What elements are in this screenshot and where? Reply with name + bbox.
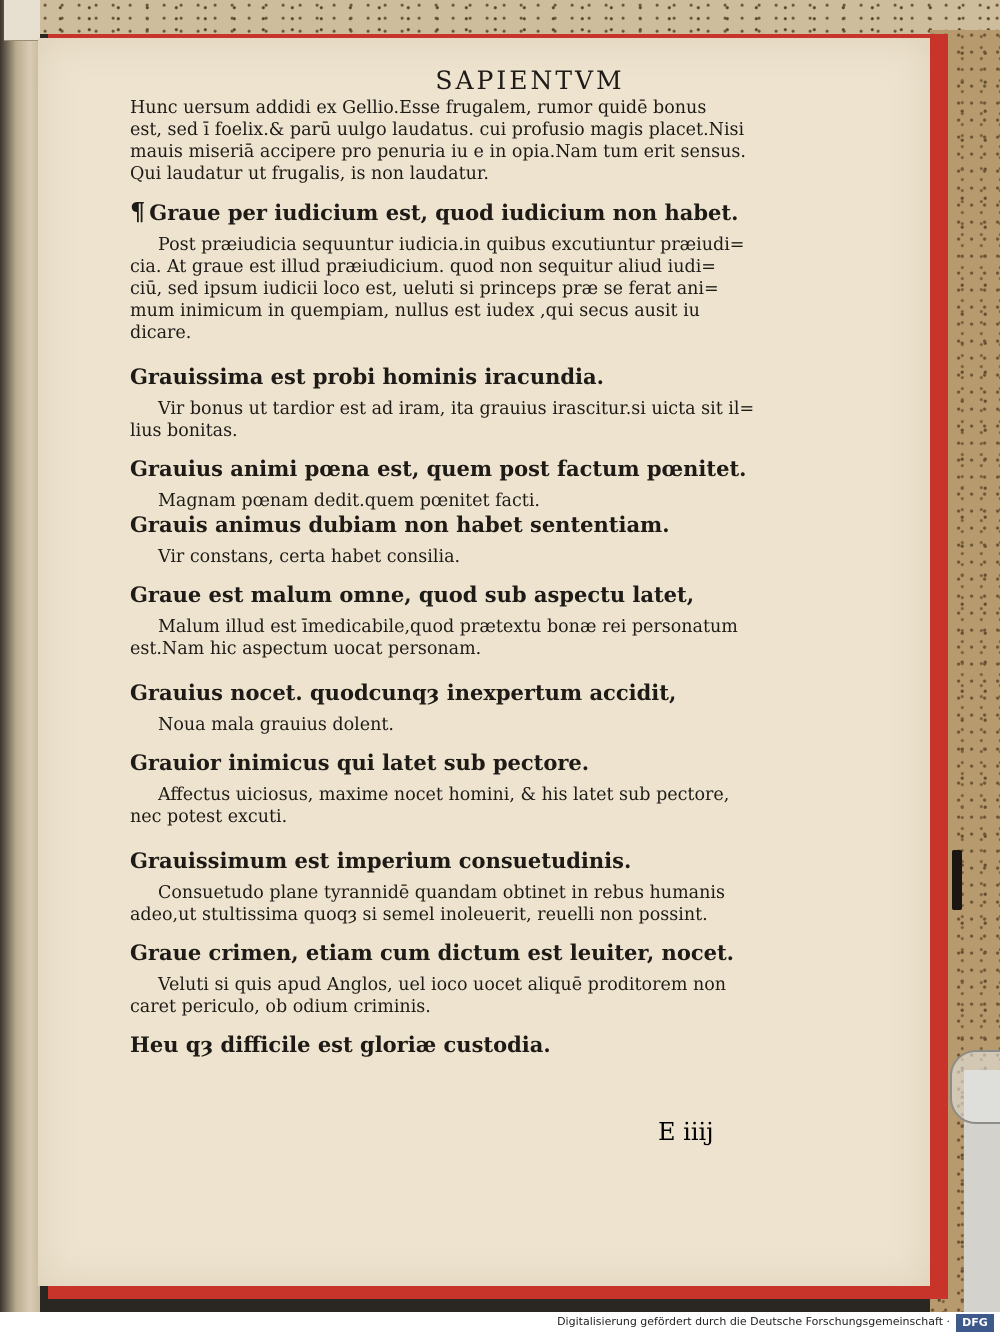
explanation-line: Consuetudo plane tyrannidē quandam obtinet in rebus humanis [158,883,725,903]
explanation-line: adeo,ut stultissima quoqȝ si semel inoleuerit, reuelli non possint. [130,905,708,925]
maxim-heading: Grauis animus dubiam non habet sententiam. [130,512,670,537]
running-head: SAPIENTVM [435,66,625,95]
explanation-line: Magnam pœnam dedit.quem pœnitet facti. [158,491,540,511]
intro-line: Hunc uersum addidi ex Gellio.Esse frugalem, rumor quidē bonus [130,98,707,118]
explanation-line: caret periculo, ob odium criminis. [130,997,431,1017]
maxim-heading: Grauius nocet. quodcunqȝ inexpertum accidit, [130,680,677,705]
intro-line: est, sed ī foelix.& parū uulgo laudatus. cui profusio magis placet.Nisi [130,120,745,140]
intro-line: Qui laudatur ut frugalis, is non laudatur. [130,164,489,184]
intro-line: mauis miseriā accipere pro penuria iu e in opia.Nam tum erit sensus. [130,142,746,162]
maxim-heading: Grauius animi pœna est, quem post factum pœnitet. [130,456,747,481]
maxim-heading: Graue crimen, etiam cum dictum est leuiter, nocet. [130,940,734,965]
maxim-heading: Grauior inimicus qui latet sub pectore. [130,750,590,775]
explanation-line: Post præiudicia sequuntur iudicia.in quibus excutiuntur præiudi= [158,235,745,255]
maxim-heading: Grauissimum est imperium consuetudinis. [130,848,632,873]
explanation-line: mum inimicum in quempiam, nullus est iudex ,qui secus ausit iu [130,301,700,321]
maxim-text: Graue per iudicium est, quod iudicium non habet. [149,200,739,225]
explanation-line: cia. At graue est illud præiudicium. quod non sequitur aliud iudi= [130,257,716,277]
explanation-line: est.Nam hic aspectum uocat personam. [130,639,482,659]
maxim-heading: Heu qȝ difficile est gloriæ custodia. [130,1032,551,1057]
explanation-line: Malum illud est īmedicabile,quod prætextu bonæ rei personatum [158,617,738,637]
cover-corner [4,0,40,41]
explanation-line: ciū, sed ipsum iudicii loco est, ueluti si princeps præ se ferat ani= [130,279,719,299]
footer-bar [0,1312,1000,1335]
explanation-line: dicare. [130,323,192,343]
maxim-heading: Grauissima est probi hominis iracundia. [130,364,604,389]
book-page [38,38,930,1286]
maxim-heading: Graue est malum omne, quod sub aspectu latet, [130,582,695,607]
left-binding-strip [0,0,40,1312]
explanation-line: Vir bonus ut tardior est ad iram, ita grauius irascitur.si uicta sit il= [158,399,755,419]
intro-paragraph [130,97,870,185]
explanation-line: Affectus uiciosus, maxime nocet homini, & his latet sub pectore, [158,785,730,805]
explanation-line: nec potest excuti. [130,807,288,827]
footer-credit: Digitalisierung gefördert durch die Deutsche Forschungsgemeinschaft · [557,1315,950,1328]
page-clip [950,1050,1000,1124]
pilcrow-icon: ¶ [130,197,146,226]
explanation-line: Noua mala grauius dolent. [158,715,394,735]
explanation-line: Veluti si quis apud Anglos, uel ioco uocet aliquē proditorem non [158,975,727,995]
explanation-line: Vir constans, certa habet consilia. [158,547,461,567]
board-tab [952,850,962,910]
page-text [130,66,870,1058]
explanation-line: lius bonitas. [130,421,238,441]
dfg-logo: DFG [956,1314,994,1332]
top-board-edge [40,0,1000,34]
signature-mark: E iiij [658,1118,714,1146]
maxim-heading [130,199,870,226]
